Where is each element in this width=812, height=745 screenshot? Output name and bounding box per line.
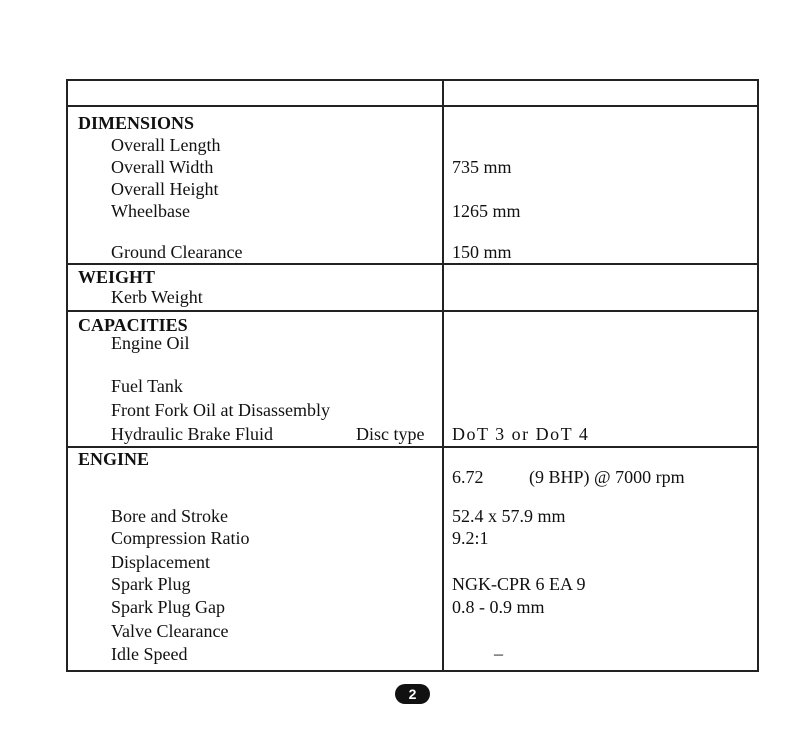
section-title-capacities: CAPACITIES xyxy=(78,315,188,335)
spec-label-overall-height: Overall Height xyxy=(111,179,219,199)
spec-value-overall-width: 735 mm xyxy=(452,157,512,177)
spec-label-spark-plug: Spark Plug xyxy=(111,574,191,594)
spec-value-ground-clearance: 150 mm xyxy=(452,242,512,262)
spec-value-power: 6.72 xyxy=(452,467,484,487)
section-title-dimensions: DIMENSIONS xyxy=(78,113,195,133)
brake-type-note: Disc type xyxy=(356,424,425,444)
spec-value-compression-ratio: 9.2:1 xyxy=(452,528,489,548)
specifications-table xyxy=(66,79,759,672)
spec-label-idle-speed: Idle Speed xyxy=(111,644,188,664)
section-divider xyxy=(68,310,757,312)
spec-label-compression-ratio: Compression Ratio xyxy=(111,528,250,548)
spec-label-front-fork-oil: Front Fork Oil at Disassembly xyxy=(111,400,330,420)
spec-value-idle-speed-tolerance: _ xyxy=(494,637,503,657)
section-title-weight: WEIGHT xyxy=(78,267,156,287)
spec-value-brake-fluid: DoT 3 or DoT 4 xyxy=(452,424,590,444)
spec-label-overall-width: Overall Width xyxy=(111,157,214,177)
spec-label-bore-stroke: Bore and Stroke xyxy=(111,506,228,526)
spec-label-kerb-weight: Kerb Weight xyxy=(111,287,203,307)
spec-value-bore-stroke: 52.4 x 57.9 mm xyxy=(452,506,566,526)
spec-value-spark-plug: NGK-CPR 6 EA 9 xyxy=(452,574,586,594)
column-divider xyxy=(442,81,444,670)
page-number-badge: 2 xyxy=(395,684,430,704)
spec-value-spark-plug-gap: 0.8 - 0.9 mm xyxy=(452,597,545,617)
spec-label-valve-clearance: Valve Clearance xyxy=(111,621,229,641)
spec-label-fuel-tank: Fuel Tank xyxy=(111,376,183,396)
spec-label-ground-clearance: Ground Clearance xyxy=(111,242,243,262)
spec-label-wheelbase: Wheelbase xyxy=(111,201,190,221)
spec-label-brake-fluid: Hydraulic Brake Fluid xyxy=(111,424,273,444)
spec-label-displacement: Displacement xyxy=(111,552,210,572)
section-title-engine: ENGINE xyxy=(78,449,150,469)
spec-label-spark-plug-gap: Spark Plug Gap xyxy=(111,597,225,617)
spec-label-engine-oil: Engine Oil xyxy=(111,333,190,353)
spec-value-wheelbase: 1265 mm xyxy=(452,201,521,221)
section-divider xyxy=(68,446,757,448)
spec-value-power-bhp: (9 BHP) @ 7000 rpm xyxy=(529,467,685,487)
section-divider xyxy=(68,263,757,265)
header-rule xyxy=(68,105,757,107)
spec-label-overall-length: Overall Length xyxy=(111,135,221,155)
